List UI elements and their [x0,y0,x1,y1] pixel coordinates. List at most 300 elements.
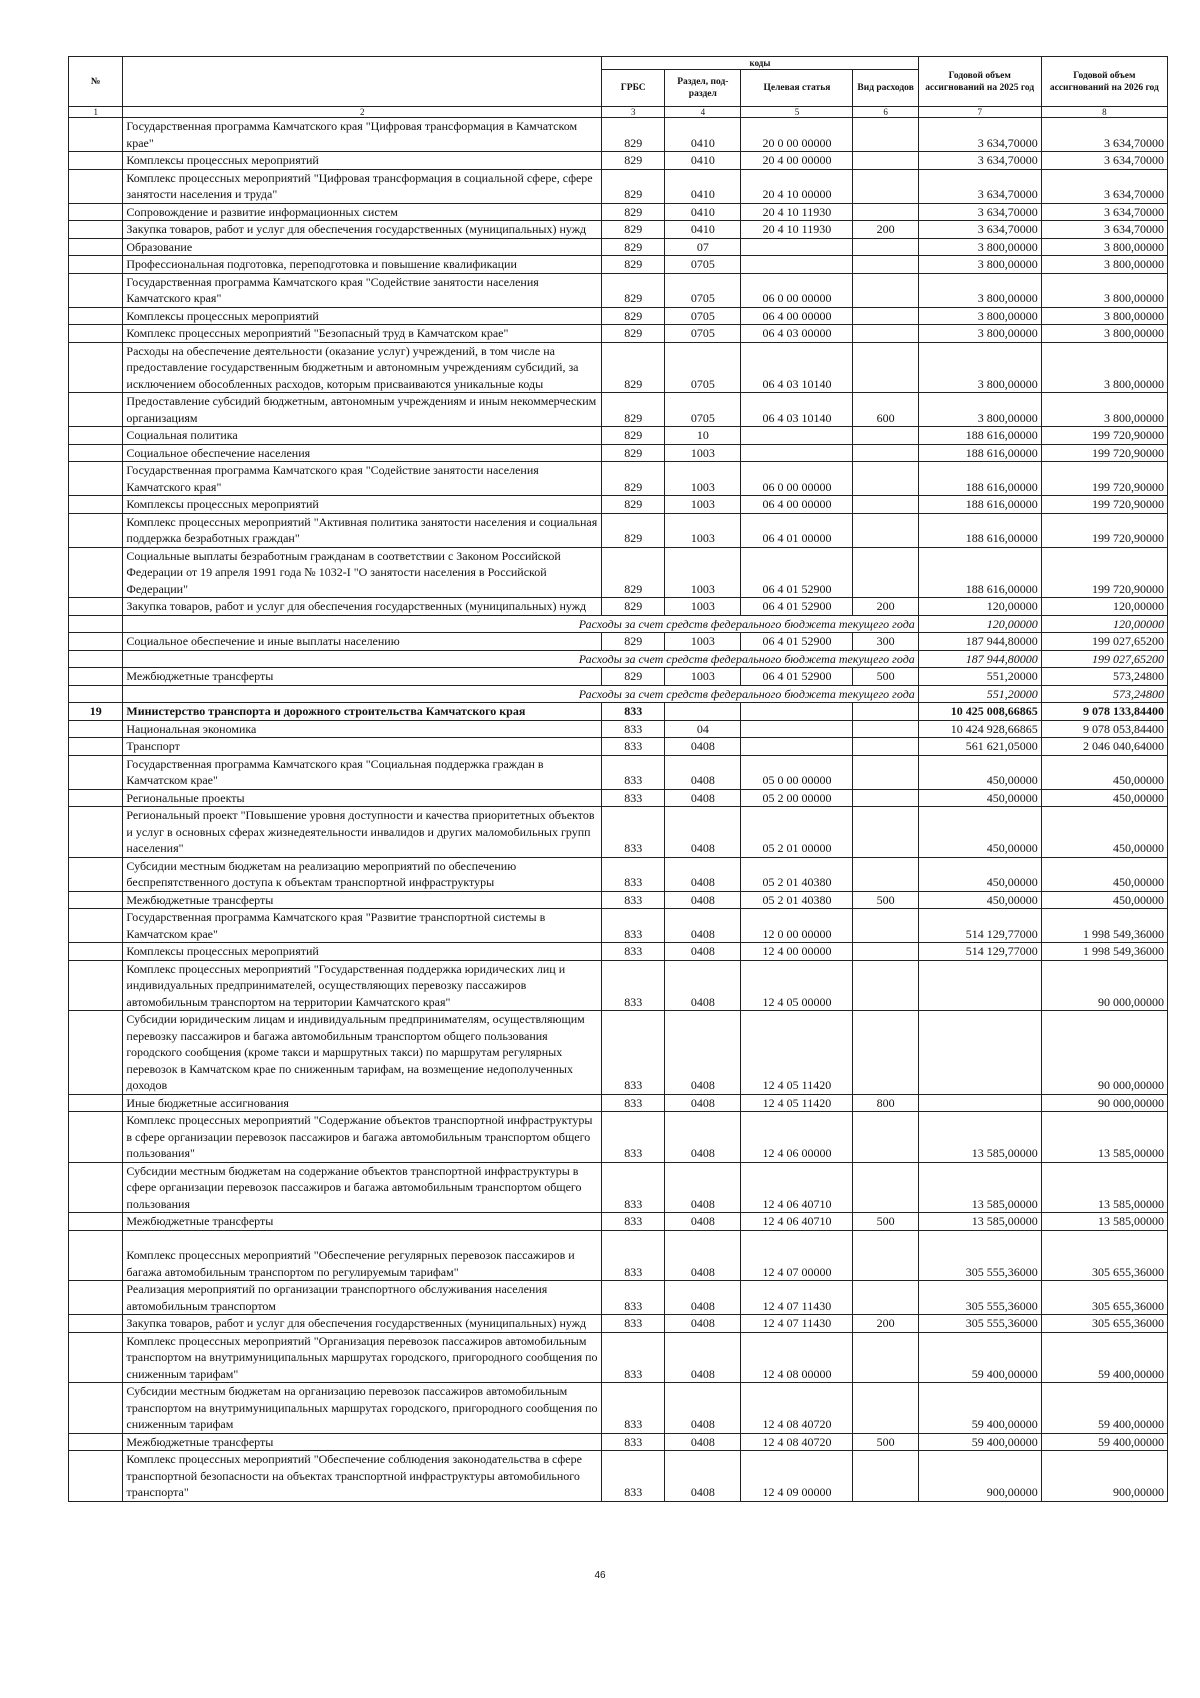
row-number [69,221,123,239]
grbs-code: 833 [602,1011,665,1095]
section-code: 1003 [665,598,741,616]
federal-funds-row [69,650,1168,668]
table-row [69,221,1168,239]
grbs-code: 833 [602,1213,665,1231]
target-code: 12 4 05 00000 [741,960,853,1011]
amount-2026: 90 000,00000 [1041,1094,1167,1112]
grbs-code: 833 [602,960,665,1011]
expense-type-code [853,325,918,343]
amount-2025: 3 634,70000 [918,221,1041,239]
amount-2026: 3 800,00000 [1041,256,1167,274]
grbs-code: 829 [602,496,665,514]
row-name: Образование [123,238,602,256]
col-number: 3 [602,107,665,118]
row-name: Предоставление субсидий бюджетным, автономным учреждениям и иным некоммерческим организациям [123,393,602,427]
amount-2025: 188 616,00000 [918,462,1041,496]
section-code: 0408 [665,909,741,943]
section-code: 1003 [665,496,741,514]
section-code: 0705 [665,393,741,427]
federal-funds-row [69,685,1168,703]
amount-2026: 199 720,90000 [1041,427,1167,445]
expense-type-code [853,1112,918,1163]
expense-type-code [853,1162,918,1213]
expense-type-code [853,909,918,943]
amount-2026: 199 720,90000 [1041,444,1167,462]
amount-2026: 199 027,65200 [1041,650,1167,668]
section-code: 0408 [665,857,741,891]
table-row [69,633,1168,651]
section-code: 0705 [665,307,741,325]
target-code [741,720,853,738]
row-number [69,273,123,307]
table-row [69,427,1168,445]
table-row [69,1230,1168,1281]
target-code: 06 4 03 10140 [741,342,853,393]
row-number [69,169,123,203]
expense-type-code: 600 [853,393,918,427]
expense-type-code [853,427,918,445]
expense-type-code: 200 [853,221,918,239]
row-number [69,203,123,221]
row-number [69,256,123,274]
section-code: 0410 [665,169,741,203]
expense-type-code [853,462,918,496]
table-row [69,342,1168,393]
row-name: Комплексы процессных мероприятий [123,943,602,961]
amount-2025: 3 800,00000 [918,393,1041,427]
target-code: 05 2 01 40380 [741,857,853,891]
expense-type-code [853,807,918,858]
row-name: Комплекс процессных мероприятий "Безопасный труд в Камчатском крае" [123,325,602,343]
amount-2026: 3 800,00000 [1041,342,1167,393]
expense-type-code [853,118,918,152]
grbs-code: 829 [602,221,665,239]
row-number [69,1112,123,1163]
expense-type-code: 200 [853,598,918,616]
amount-2026: 3 800,00000 [1041,393,1167,427]
grbs-code: 829 [602,238,665,256]
table-body [69,118,1168,1502]
amount-2025: 305 555,36000 [918,1315,1041,1333]
expense-type-code: 800 [853,1094,918,1112]
target-code: 20 4 10 00000 [741,169,853,203]
grbs-code: 833 [602,857,665,891]
section-code: 1003 [665,668,741,686]
expense-type-code [853,943,918,961]
amount-2026: 3 800,00000 [1041,238,1167,256]
amount-2025: 551,20000 [918,685,1041,703]
row-name: Комплекс процессных мероприятий "Государственная поддержка юридических лиц и индивидуальных предпринимателей, осуществляющих перевозку пассажиров автомобильным транспортом на территории Камчатского края" [123,960,602,1011]
expense-type-code: 300 [853,633,918,651]
expense-type-code [853,238,918,256]
amount-2025: 450,00000 [918,755,1041,789]
row-name: Межбюджетные трансферты [123,891,602,909]
col-number: 6 [853,107,918,118]
amount-2026: 450,00000 [1041,857,1167,891]
grbs-code: 829 [602,342,665,393]
section-code: 0408 [665,1162,741,1213]
table-row [69,789,1168,807]
row-name: Комплекс процессных мероприятий "Организация перевозок пассажиров автомобильным транспортом на внутримуниципальных маршрутах городского, пригородного сообщения по сниженным тарифам" [123,1332,602,1383]
amount-2026: 59 400,00000 [1041,1332,1167,1383]
grbs-code: 833 [602,1094,665,1112]
amount-2025 [918,1094,1041,1112]
row-number [69,909,123,943]
section-code: 0408 [665,1094,741,1112]
row-name: Комплекс процессных мероприятий "Цифровая трансформация в социальной сфере, сфере занятости населения и труда" [123,169,602,203]
table-row [69,720,1168,738]
header-num: № [69,57,123,107]
page-number: 46 [594,1570,606,1581]
header-grbs: ГРБС [602,70,665,107]
federal-funds-label: Расходы за счет средств федерального бюджета текущего года [123,685,918,703]
row-name: Субсидии местным бюджетам на содержание объектов транспортной инфраструктуры в сфере организации перевозок пассажиров и багажа автомобильным транспортом общего пользования [123,1162,602,1213]
grbs-code: 833 [602,1112,665,1163]
amount-2025: 10 425 008,66865 [918,703,1041,721]
row-name: Межбюджетные трансферты [123,1213,602,1231]
table-row [69,393,1168,427]
expense-type-code: 500 [853,1213,918,1231]
amount-2025: 13 585,00000 [918,1213,1041,1231]
amount-2025: 187 944,80000 [918,633,1041,651]
target-code: 06 4 03 00000 [741,325,853,343]
grbs-code: 833 [602,720,665,738]
expense-type-code [853,703,918,721]
table-row [69,513,1168,547]
row-name: Комплексы процессных мероприятий [123,496,602,514]
grbs-code: 829 [602,444,665,462]
target-code: 20 4 00 00000 [741,152,853,170]
section-code: 0408 [665,1230,741,1281]
table-row [69,1433,1168,1451]
amount-2025: 561 621,05000 [918,738,1041,756]
amount-2025 [918,960,1041,1011]
amount-2025: 59 400,00000 [918,1433,1041,1451]
row-name: Комплекс процессных мероприятий "Обеспечение регулярных перевозок пассажиров и багажа автомобильным транспортом по регулируемым тарифам" [123,1230,602,1281]
row-number [69,1213,123,1231]
row-number [69,342,123,393]
expense-type-code [853,738,918,756]
grbs-code: 829 [602,325,665,343]
target-code: 12 4 07 00000 [741,1230,853,1281]
target-code: 12 4 06 00000 [741,1112,853,1163]
table-row [69,909,1168,943]
row-name: Закупка товаров, работ и услуг для обеспечения государственных (муниципальных) нужд [123,598,602,616]
table-row [69,857,1168,891]
amount-2026: 3 634,70000 [1041,118,1167,152]
row-number [69,738,123,756]
expense-type-code [853,720,918,738]
amount-2025: 3 800,00000 [918,273,1041,307]
grbs-code: 833 [602,703,665,721]
table-row [69,668,1168,686]
section-code: 1003 [665,547,741,598]
row-name: Комплексы процессных мероприятий [123,307,602,325]
row-number [69,1230,123,1281]
amount-2025: 188 616,00000 [918,427,1041,445]
table-row [69,891,1168,909]
target-code: 12 4 06 40710 [741,1213,853,1231]
grbs-code: 829 [602,256,665,274]
table-row [69,1451,1168,1502]
target-code: 12 4 09 00000 [741,1451,853,1502]
row-number [69,807,123,858]
row-name: Социальные выплаты безработным гражданам в соответствии с Законом Российской Федерации от 19 апреля 1991 года № 1032-I "О занятости населения в Российской Федерации" [123,547,602,598]
target-code: 12 0 00 00000 [741,909,853,943]
amount-2026: 2 046 040,64000 [1041,738,1167,756]
row-number [69,444,123,462]
section-code: 0408 [665,1011,741,1095]
table-row [69,755,1168,789]
row-number [69,615,123,633]
table-row [69,118,1168,152]
target-code: 12 4 07 11430 [741,1281,853,1315]
table-row [69,273,1168,307]
amount-2026: 9 078 053,84400 [1041,720,1167,738]
row-name: Закупка товаров, работ и услуг для обеспечения государственных (муниципальных) нужд [123,221,602,239]
amount-2026: 199 720,90000 [1041,547,1167,598]
target-code: 06 4 01 52900 [741,633,853,651]
target-code: 20 4 10 11930 [741,221,853,239]
header-target: Целевая статья [741,70,853,107]
target-code: 12 4 00 00000 [741,943,853,961]
grbs-code: 833 [602,909,665,943]
expense-type-code [853,1332,918,1383]
amount-2026: 90 000,00000 [1041,960,1167,1011]
grbs-code: 829 [602,668,665,686]
amount-2026: 3 634,70000 [1041,169,1167,203]
target-code: 12 4 08 40720 [741,1383,853,1434]
table-row [69,1213,1168,1231]
row-number [69,307,123,325]
row-name: Закупка товаров, работ и услуг для обеспечения государственных (муниципальных) нужд [123,1315,602,1333]
row-number [69,943,123,961]
table-row [69,444,1168,462]
amount-2026: 90 000,00000 [1041,1011,1167,1095]
grbs-code: 829 [602,118,665,152]
amount-2025: 59 400,00000 [918,1383,1041,1434]
row-name: Министерство транспорта и дорожного строительства Камчатского края [123,703,602,721]
row-number [69,238,123,256]
target-code: 06 4 01 52900 [741,547,853,598]
table-row [69,496,1168,514]
amount-2025: 3 800,00000 [918,256,1041,274]
grbs-code: 833 [602,789,665,807]
section-code: 0705 [665,342,741,393]
row-name: Транспорт [123,738,602,756]
amount-2026: 13 585,00000 [1041,1112,1167,1163]
section-code: 0408 [665,1433,741,1451]
section-code: 0705 [665,273,741,307]
expense-type-code [853,547,918,598]
row-name: Социальное обеспечение населения [123,444,602,462]
row-number [69,1451,123,1502]
section-code: 0408 [665,1315,741,1333]
section-code: 0705 [665,325,741,343]
header-section: Раздел, под-раздел [665,70,741,107]
section-code: 1003 [665,633,741,651]
section-code: 0408 [665,1383,741,1434]
row-name: Реализация мероприятий по организации транспортного обслуживания населения автомобильным транспортом [123,1281,602,1315]
table-row [69,1011,1168,1095]
amount-2026: 199 720,90000 [1041,496,1167,514]
target-code [741,256,853,274]
target-code: 12 4 05 11420 [741,1011,853,1095]
row-name: Комплекс процессных мероприятий "Активная политика занятости населения и социальная поддержка безработных граждан" [123,513,602,547]
row-number [69,650,123,668]
amount-2026: 1 998 549,36000 [1041,943,1167,961]
row-number [69,462,123,496]
table-row [69,152,1168,170]
row-name: Межбюджетные трансферты [123,668,602,686]
amount-2025: 3 634,70000 [918,118,1041,152]
expense-type-code: 500 [853,891,918,909]
row-number: 19 [69,703,123,721]
expense-type-code [853,1011,918,1095]
amount-2025: 188 616,00000 [918,496,1041,514]
row-number [69,755,123,789]
target-code: 06 4 01 52900 [741,668,853,686]
section-code: 0705 [665,256,741,274]
row-number [69,598,123,616]
target-code: 06 0 00 00000 [741,462,853,496]
row-number [69,547,123,598]
table-row [69,1094,1168,1112]
section-code: 0408 [665,1332,741,1383]
row-number [69,1162,123,1213]
row-number [69,960,123,1011]
section-code: 07 [665,238,741,256]
row-name: Национальная экономика [123,720,602,738]
row-number [69,118,123,152]
amount-2025: 188 616,00000 [918,513,1041,547]
row-name: Субсидии местным бюджетам на организацию перевозок пассажиров автомобильным транспортом на внутримуниципальных маршрутах городского, пригородного сообщения по сниженным тарифам [123,1383,602,1434]
target-code: 20 4 10 11930 [741,203,853,221]
amount-2026: 305 655,36000 [1041,1281,1167,1315]
grbs-code: 833 [602,943,665,961]
section-code: 0408 [665,1281,741,1315]
amount-2025: 3 800,00000 [918,342,1041,393]
expense-type-code: 200 [853,1315,918,1333]
section-code: 0408 [665,891,741,909]
grbs-code: 833 [602,738,665,756]
row-name: Социальная политика [123,427,602,445]
amount-2025: 59 400,00000 [918,1332,1041,1383]
table-row [69,256,1168,274]
col-number: 5 [741,107,853,118]
row-number [69,427,123,445]
amount-2025: 900,00000 [918,1451,1041,1502]
section-code: 1003 [665,462,741,496]
amount-2026: 305 655,36000 [1041,1315,1167,1333]
header-exp-type: Вид расходов [853,70,918,107]
row-number [69,496,123,514]
row-number [69,1315,123,1333]
grbs-code: 833 [602,1332,665,1383]
federal-funds-label: Расходы за счет средств федерального бюджета текущего года [123,650,918,668]
amount-2025: 13 585,00000 [918,1162,1041,1213]
row-number [69,1383,123,1434]
table-row [69,203,1168,221]
col-number: 8 [1041,107,1167,118]
row-name: Государственная программа Камчатского края "Цифровая трансформация в Камчатском крае" [123,118,602,152]
grbs-code: 833 [602,1162,665,1213]
table-row [69,1162,1168,1213]
amount-2026: 199 720,90000 [1041,513,1167,547]
grbs-code: 829 [602,462,665,496]
table-row [69,1332,1168,1383]
col-number: 1 [69,107,123,118]
amount-2026: 305 655,36000 [1041,1230,1167,1281]
amount-2026: 450,00000 [1041,807,1167,858]
header-2025: Годовой объем ассигнований на 2025 год [918,57,1041,107]
header-2026: Годовой объем ассигнований на 2026 год [1041,57,1167,107]
amount-2025: 450,00000 [918,807,1041,858]
section-code: 0408 [665,943,741,961]
grbs-code: 829 [602,547,665,598]
table-row [69,807,1168,858]
section-code: 1003 [665,444,741,462]
table-row [69,1281,1168,1315]
row-name: Государственная программа Камчатского края "Содействие занятости населения Камчатского края" [123,273,602,307]
amount-2026: 573,24800 [1041,685,1167,703]
table-row [69,1315,1168,1333]
amount-2026: 59 400,00000 [1041,1383,1167,1434]
section-code [665,703,741,721]
row-name: Государственная программа Камчатского края "Содействие занятости населения Камчатского края" [123,462,602,496]
amount-2025: 120,00000 [918,615,1041,633]
table-row [69,598,1168,616]
grbs-code: 829 [602,273,665,307]
amount-2025 [918,1011,1041,1095]
amount-2026: 3 800,00000 [1041,325,1167,343]
section-code: 0410 [665,152,741,170]
table-row [69,1383,1168,1434]
amount-2025: 188 616,00000 [918,444,1041,462]
expense-type-code [853,496,918,514]
federal-funds-label: Расходы за счет средств федерального бюджета текущего года [123,615,918,633]
section-code: 0408 [665,1112,741,1163]
amount-2025: 10 424 928,66865 [918,720,1041,738]
amount-2026: 3 634,70000 [1041,221,1167,239]
amount-2026: 900,00000 [1041,1451,1167,1502]
target-code: 12 4 08 40720 [741,1433,853,1451]
header-name [123,57,602,107]
section-code: 1003 [665,513,741,547]
expense-type-code [853,513,918,547]
row-number [69,633,123,651]
row-number [69,1281,123,1315]
amount-2026: 59 400,00000 [1041,1433,1167,1451]
table-row [69,307,1168,325]
grbs-code: 833 [602,1433,665,1451]
row-number [69,325,123,343]
amount-2026: 199 720,90000 [1041,462,1167,496]
row-number [69,152,123,170]
row-number [69,685,123,703]
grbs-code: 829 [602,169,665,203]
expense-type-code [853,152,918,170]
row-name: Государственная программа Камчатского края "Развитие транспортной системы в Камчатском крае" [123,909,602,943]
amount-2025: 187 944,80000 [918,650,1041,668]
amount-2025: 3 634,70000 [918,203,1041,221]
expense-type-code [853,960,918,1011]
amount-2026: 3 634,70000 [1041,203,1167,221]
expense-type-code [853,256,918,274]
table-row [69,943,1168,961]
grbs-code: 833 [602,807,665,858]
expense-type-code [853,1281,918,1315]
